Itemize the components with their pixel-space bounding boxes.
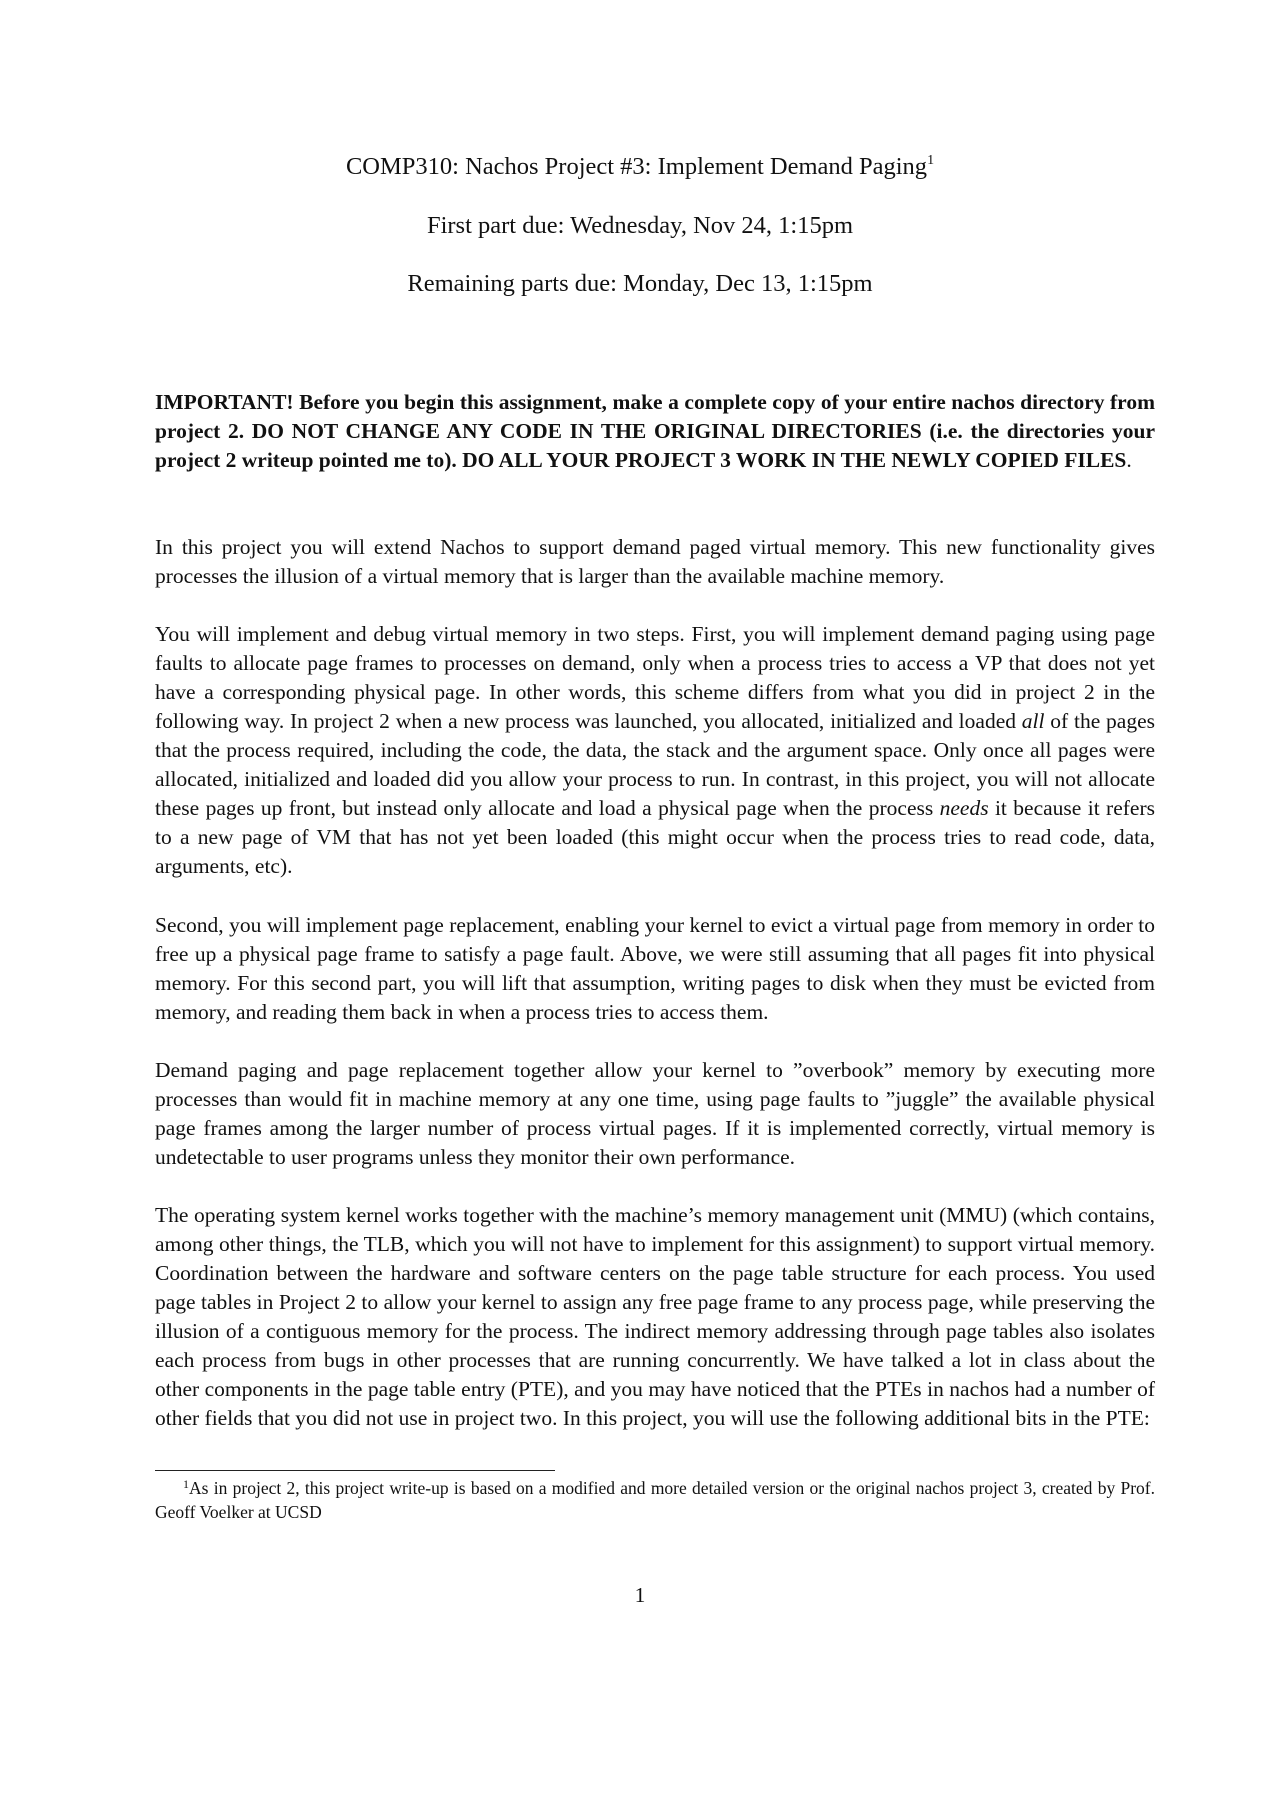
footnote-mark: 1 — [183, 1477, 189, 1491]
remaining-parts-due: Remaining parts due: Monday, Dec 13, 1:15pm — [407, 270, 873, 297]
paragraph-mmu — [155, 1201, 1155, 1433]
document-title — [0, 152, 1280, 182]
footnote-text: As in project 2, this project write-up is based on a modified and more detailed version or the original nachos project 3, created by Prof. Geoff Voelker at UCSD — [155, 1478, 1155, 1522]
important-period: . — [1126, 448, 1132, 472]
footnote — [155, 1476, 1155, 1524]
title-text: COMP310: Nachos Project #3: Implement Demand Paging — [345, 153, 928, 180]
paragraph-replacement — [155, 911, 1155, 1027]
important-notice — [155, 388, 1155, 475]
first-part-due: First part due: Wednesday, Nov 24, 1:15pm — [426, 212, 854, 239]
title-footnote-mark: 1 — [927, 153, 935, 168]
footnote-divider — [155, 1470, 555, 1471]
important-text: IMPORTANT! Before you begin this assignment, make a complete copy of your entire nachos directory from project 2. DO NOT CHANGE ANY CODE IN THE ORIGINAL DIRECTORIES (i.e. the directories your project 2 writeup pointed me to). DO ALL YOUR PROJECT 3 WORK IN THE NEWLY COPIED FILES — [155, 390, 1155, 472]
p2-emphasis-all: all — [1021, 709, 1045, 733]
paragraph-intro — [155, 533, 1155, 591]
paragraph-steps — [155, 620, 1155, 881]
page-number: 1 — [634, 1583, 646, 1607]
paragraph-intro-text: In this project you will extend Nachos to support demand paged virtual memory. This new functionality gives processes the illusion of a virtual memory that is larger than the available machine memory. — [155, 535, 1155, 588]
p2-emphasis-needs: needs — [939, 796, 989, 820]
p2-part-c: it because it refers to a new page of VM that has not yet been loaded (this might occur when the process tries to read code, data, arguments, etc). — [155, 796, 1155, 878]
paragraph-mmu-text: The operating system kernel works together with the machine’s memory management unit (MMU) (which contains, among other things, the TLB, which you will not have to implement for this assignment) to support virtual memory. Coordination between the hardware and software centers on the page table structure for each process. You used page tables in Project 2 to allow your kernel to assign any free page frame to any process page, while preserving the illusion of a contiguous memory for the process. The indirect memory addressing through page tables also isolates each process from bugs in other processes that are running concurrently. We have talked a lot in class about the other components in the page table entry (PTE), and you may have noticed that the PTEs in nachos had a number of other fields that you did not use in project two. In this project, you will use the following additional bits in the PTE: — [155, 1203, 1155, 1430]
paragraph-replacement-text: Second, you will implement page replacement, enabling your kernel to evict a virtual page from memory in order to free up a physical page frame to satisfy a page fault. Above, we were still assuming that all pages fit into physical memory. For this second part, you will lift that assumption, writing pages to disk when they must be evicted from memory, and reading them back in when a process tries to access them. — [155, 913, 1155, 1024]
p2-part-a: You will implement and debug virtual memory in two steps. First, you will implement demand paging using page faults to allocate page frames to processes on demand, only when a process tries to access a VP that does not yet have a corresponding physical page. In other words, this scheme differs from what you did in project 2 in the following way. In project 2 when a new process was launched, you allocated, initialized and loaded — [155, 622, 1155, 733]
p2-part-b: of the pages that the process required, including the code, the data, the stack and the argument space. Only once all pages were allocated, initialized and loaded did you allow your process to run. In contrast, in this project, you will not allocate these pages up front, but instead only allocate and load a physical page when the process — [155, 709, 1155, 820]
paragraph-overbook-text: Demand paging and page replacement together allow your kernel to ”overbook” memory by executing more processes than would fit in machine memory at any one time, using page faults to ”juggle” the available physical page frames among the larger number of process virtual pages. If it is implemented correctly, virtual memory is undetectable to user programs unless they monitor their own performance. — [155, 1058, 1155, 1169]
paragraph-overbook — [155, 1056, 1155, 1172]
